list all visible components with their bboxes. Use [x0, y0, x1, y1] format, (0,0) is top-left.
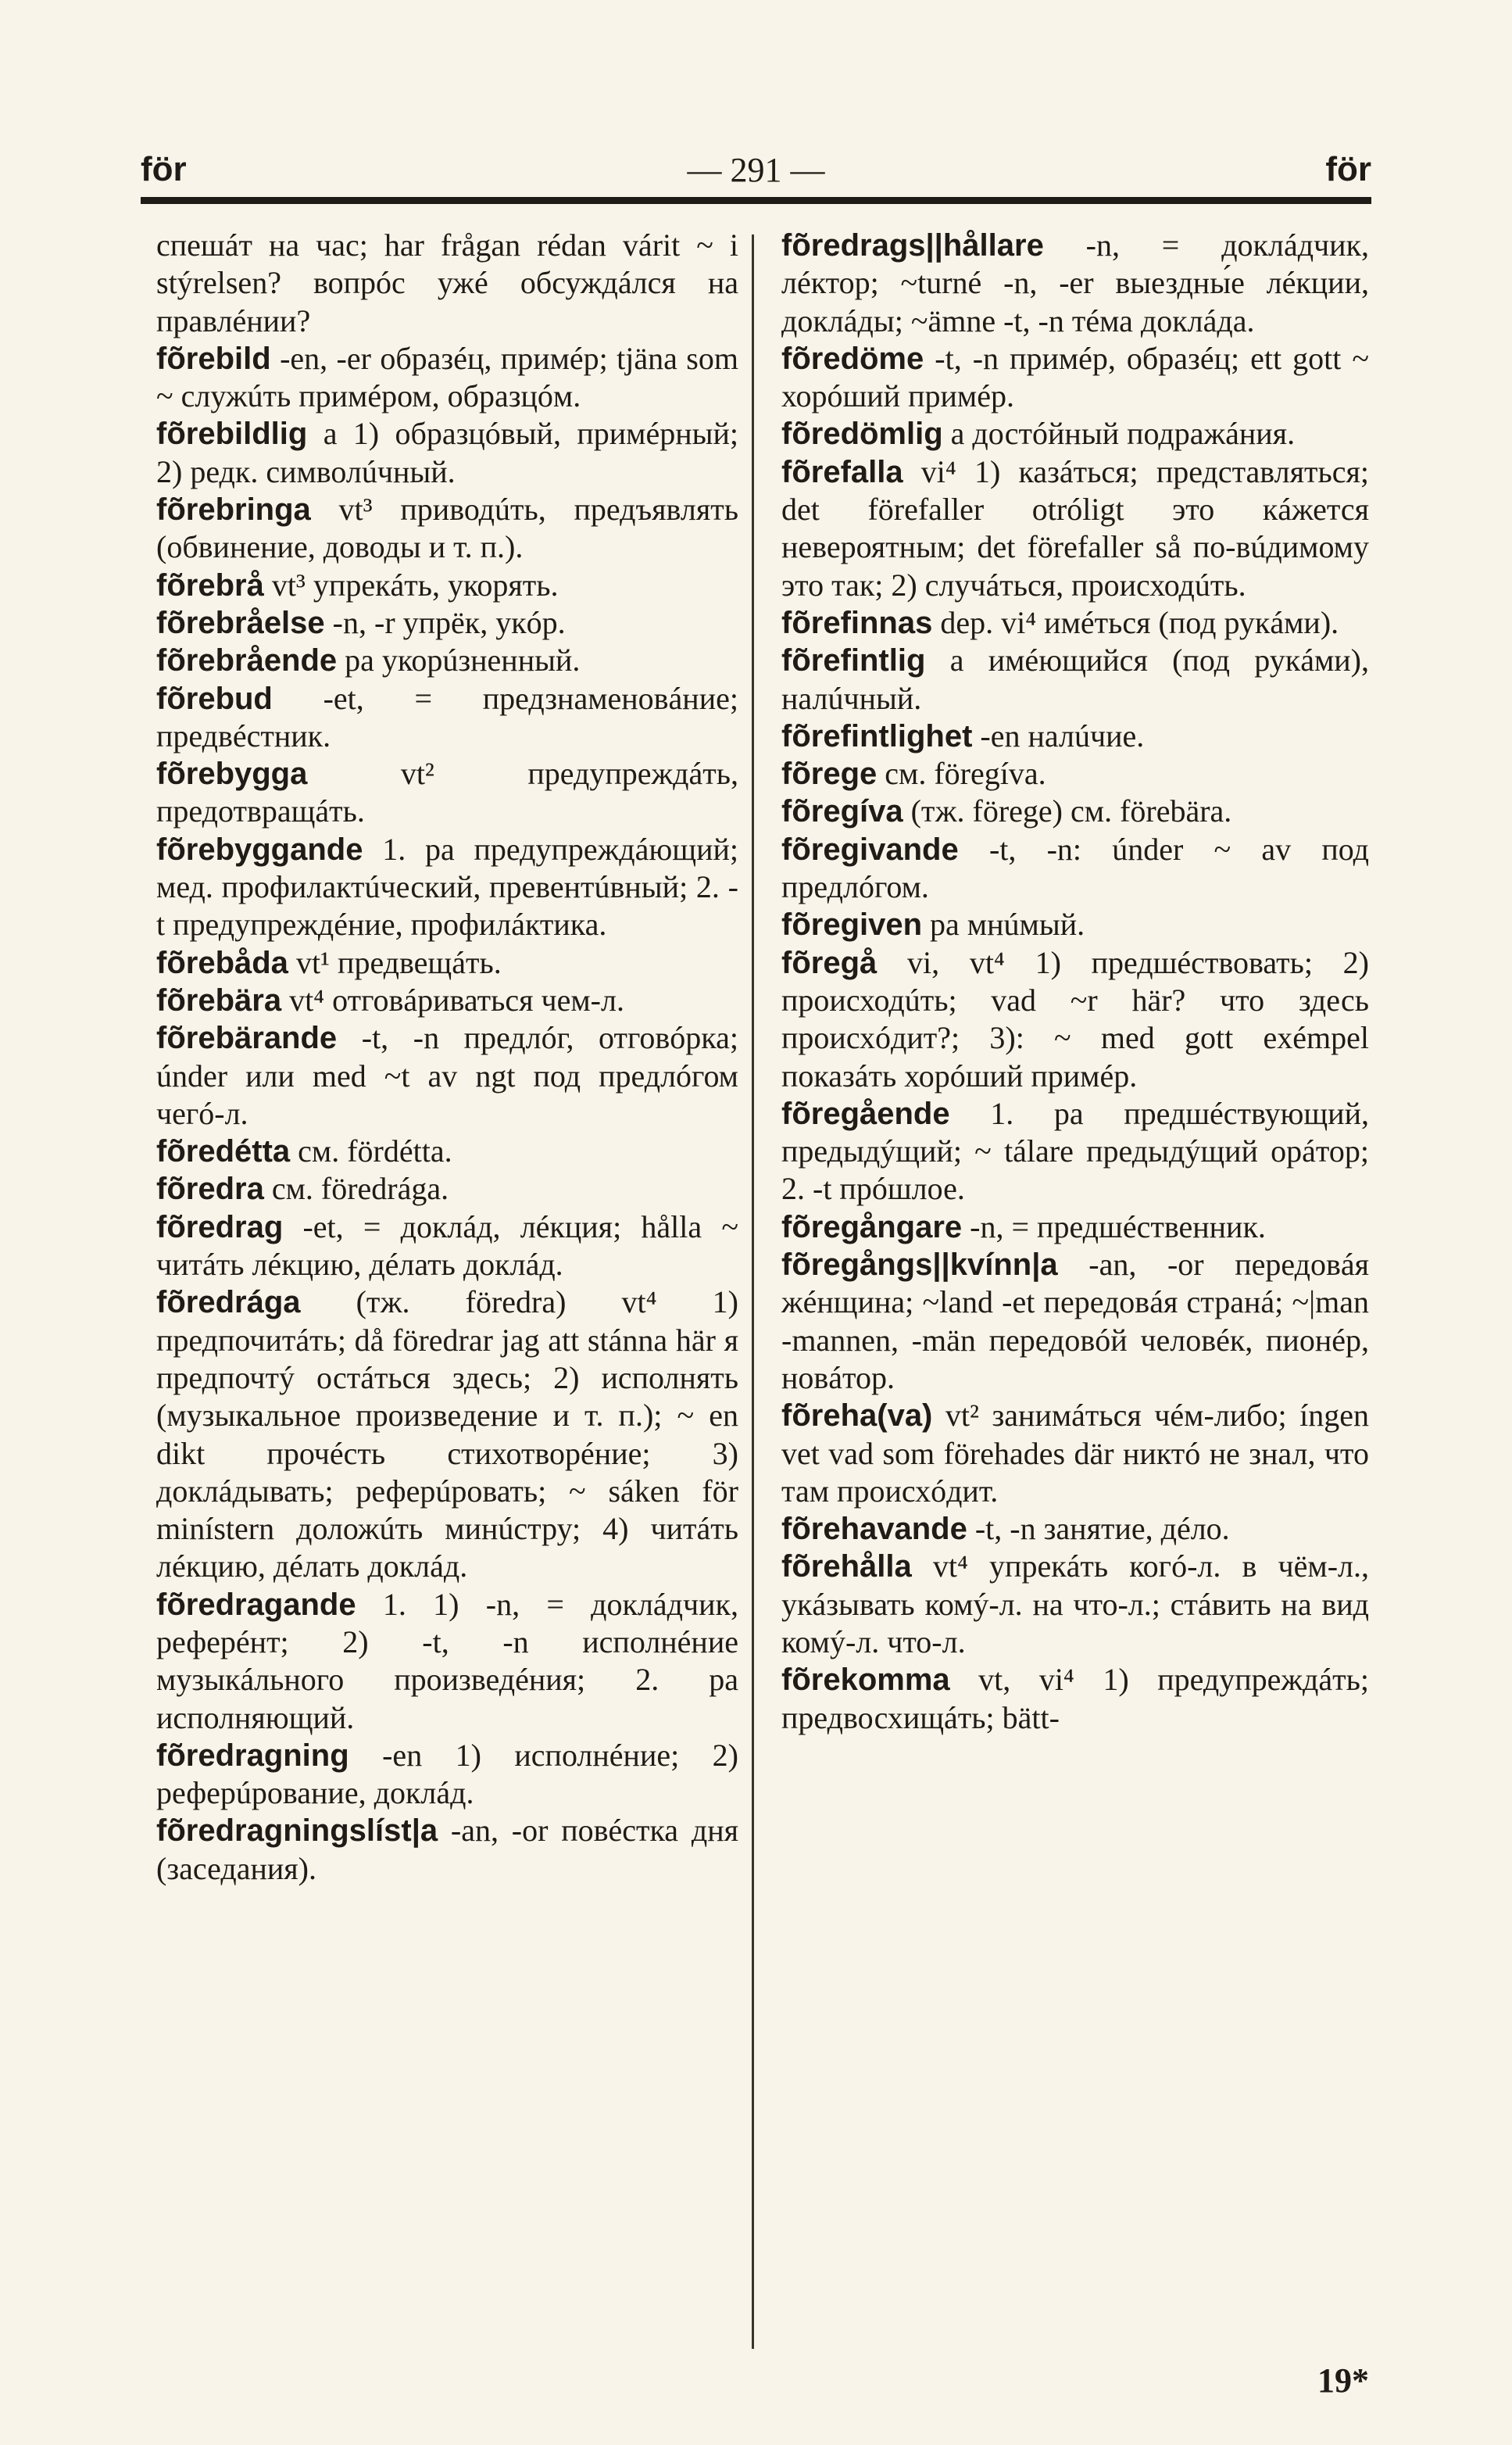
entry-headword: fõrebyggande — [156, 832, 363, 867]
entry-headword: fõrehålla — [781, 1549, 912, 1584]
entry-definition: vt⁴ отговáриваться чем-л. — [281, 982, 624, 1018]
dictionary-entry — [156, 642, 738, 679]
entry-headword: fõrefintlighet — [781, 718, 973, 754]
entry-definition: -en налúчие. — [972, 718, 1145, 754]
page-number: — 291 — — [687, 151, 825, 189]
entry-definition: -t, -n примéр, образéц; ett gott ~ хорóший примéр. — [781, 340, 1369, 414]
entry-definition: -en 1) исполнéние; 2) реферúрование, доклáд. — [156, 1737, 738, 1811]
entry-headword: fõrebära — [156, 983, 282, 1018]
entry-definition: -et, = предзнаменовáние; предвéстник. — [156, 680, 738, 754]
page-header — [141, 150, 1371, 197]
dictionary-entry — [156, 1133, 738, 1170]
dictionary-entry — [156, 1208, 738, 1284]
entry-headword: fõredétta — [156, 1134, 291, 1169]
entry-headword: fõrebåda — [156, 945, 288, 980]
dictionary-entry — [156, 944, 738, 982]
entry-definition: см. föregíva. — [877, 756, 1046, 792]
entry-definition: vt² предупреждáть, предотвращáть. — [156, 756, 738, 829]
entry-definition: -n, = доклáдчик, лéктор; ~turné -n, -er выездны́е лéкции, доклáды; ~ämne -t, -n тéма доклáда. — [781, 227, 1369, 338]
right-column — [781, 227, 1369, 1737]
entry-definition: pa мнúмый. — [922, 907, 1085, 943]
header-rule — [141, 197, 1371, 204]
entry-definition: dep. vi⁴ имéться (под рукáми). — [932, 604, 1339, 640]
entry-headword: fõrekomma — [781, 1663, 950, 1698]
entry-headword: fõrebrå — [156, 567, 264, 603]
dictionary-entry — [781, 793, 1369, 830]
entry-definition: 1. 1) -n, = доклáдчик, реферéнт; 2) -t, -n исполнéние музыкáльного произведéния; 2. pa исполняющий. — [156, 1586, 738, 1735]
entry-definition: vt³ упрекáть, укорять. — [263, 567, 559, 603]
entry-definition: -t, -n: únder ~ av под предлóгом. — [781, 831, 1369, 905]
entry-headword: fõregíva — [781, 794, 903, 829]
entry-definition: vt⁴ упрекáть когó-л. в чём-л., укáзывать комý-л. на что-л.; стáвить на вид комý-л. что-л. — [781, 1548, 1369, 1659]
entry-headword: fõrebärande — [156, 1021, 338, 1056]
dictionary-entry — [156, 1737, 738, 1813]
entry-definition: -en, -er образéц, примéр; tjäna som ~ служúть примéром, образцóм. — [156, 340, 738, 414]
entry-definition: (тж. föredra) vt⁴ 1) предпочитáть; då föredrar jag att stánna här я предпочтý остáться здесь; 2) исполнять (музыкальное произведение и т. п.); ~ en dikt прочéсть стихотворéние; 3) доклáдывать; реферúровать; ~ sáken för minístern доложúть минúстру; 4) читáть лéкцию, дéлать доклáд. — [156, 1284, 738, 1584]
dictionary-entry — [781, 1246, 1369, 1397]
entry-definition: см. föredrága. — [263, 1171, 449, 1207]
dictionary-entry — [156, 1019, 738, 1133]
dictionary-entry — [156, 491, 738, 567]
entry-headword: fõrebrående — [156, 643, 338, 678]
dictionary-entry — [156, 1586, 738, 1737]
left-column — [156, 227, 738, 1888]
entry-definition: 1. pa предшéствующий, предыдýщий; ~ tálare предыдýщий орáтор; 2. -t прóшлое. — [781, 1095, 1369, 1207]
entry-headword: fõrefintlig — [781, 643, 926, 678]
entry-headword: fõrefalla — [781, 454, 903, 489]
dictionary-entry — [156, 982, 738, 1019]
dictionary-entry — [156, 680, 738, 756]
entry-headword: fõredrága — [156, 1285, 301, 1320]
dictionary-entry — [781, 415, 1369, 453]
dictionary-entry — [156, 567, 738, 604]
entry-headword: fõrehavande — [781, 1512, 967, 1547]
header-left-guideword: för — [141, 150, 187, 188]
entry-headword: fõredrag — [156, 1209, 284, 1244]
entry-definition: vt³ приводúть, предъявлять (обвинение, доводы и т. п.). — [156, 492, 738, 565]
dictionary-entry — [781, 1095, 1369, 1208]
entry-definition: a достóйный подражáния. — [942, 416, 1296, 452]
entry-definition: -t, -n предлóг, отговóрка; únder или med ~t av ngt под предлóгом чегó-л. — [156, 1020, 738, 1131]
dictionary-entry — [156, 755, 738, 831]
entry-definition: vi⁴ 1) казáться; представляться; det förefaller otróligt это кáжется невероятным; det förefaller så по-вúдимому это так; 2) случáться, происходúть. — [781, 453, 1369, 603]
entry-definition: vt¹ предвещáть. — [288, 944, 502, 980]
entry-definition: -an, -or повéстка дня (заседания). — [156, 1813, 738, 1886]
entry-definition: vt, vi⁴ 1) предупреждáть; предвосхищáть; bätt- — [781, 1662, 1369, 1735]
entry-headword: fõregångs||kvínn|a — [781, 1248, 1058, 1283]
header-right-guideword: för — [1325, 150, 1371, 188]
entry-headword: fõrebråelse — [156, 605, 325, 640]
entry-headword: fõredrags||hållare — [781, 228, 1044, 263]
entry-definition: -et, = доклáд, лéкция; hålla ~ читáть лéкцию, дéлать доклáд. — [156, 1208, 738, 1283]
entry-headword: fõrebud — [156, 681, 273, 716]
dictionary-entry — [781, 453, 1369, 604]
signature-mark: 19* — [1317, 2361, 1369, 2400]
entry-headword: fõrebild — [156, 341, 271, 376]
entry-headword: fõredömlig — [781, 417, 943, 452]
dictionary-entry — [156, 1812, 738, 1888]
entry-headword: fõregående — [781, 1096, 950, 1131]
dictionary-entry — [781, 340, 1369, 416]
dictionary-entry — [781, 642, 1369, 718]
entry-headword: fõredra — [156, 1172, 264, 1207]
dictionary-entry — [156, 415, 738, 491]
dictionary-entry — [781, 906, 1369, 943]
dictionary-entry — [781, 1548, 1369, 1661]
dictionary-entry — [156, 227, 738, 340]
column-divider — [752, 234, 754, 2349]
entry-definition: a имéющийся (под рукáми), налúчный. — [781, 643, 1369, 716]
entry-definition: -n, = предшéственник. — [962, 1208, 1266, 1244]
dictionary-entry — [781, 227, 1369, 340]
entry-headword: fõreha(va) — [781, 1398, 933, 1434]
dictionary-entry — [781, 944, 1369, 1095]
entry-definition: 1. pa предупреждáющий; мед. профилактúческий, превентúвный; 2. -t предупреждéние, профилáктика. — [156, 831, 738, 943]
entry-headword: fõrege — [781, 757, 878, 792]
entry-headword: fõredragningslíst|a — [156, 1813, 438, 1849]
entry-definition: (тж. förege) см. förebära. — [903, 793, 1232, 829]
dictionary-entry — [156, 1283, 738, 1585]
dictionary-entry — [781, 1510, 1369, 1548]
entry-headword: fõredöme — [781, 341, 924, 376]
entry-definition: -n, -r упрёк, укóр. — [324, 604, 566, 640]
dictionary-entry — [156, 604, 738, 642]
entry-definition: pa укорúзненный. — [337, 643, 581, 678]
dictionary-entry — [156, 1170, 738, 1208]
dictionary-entry — [781, 1397, 1369, 1510]
entry-definition: a 1) образцóвый, примéрный; 2) редк. символúчный. — [156, 416, 738, 489]
entry-headword: fõredragande — [156, 1587, 356, 1622]
dictionary-entry — [781, 755, 1369, 793]
entry-headword: fõregiven — [781, 907, 923, 943]
entry-headword: fõrefinnas — [781, 605, 933, 640]
entry-headword: fõregivande — [781, 832, 959, 867]
entry-headword: fõrebringa — [156, 492, 311, 528]
entry-definition: vi, vt⁴ 1) предшéствовать; 2) происходúть; vad ~r här? что здесь происхóдит?; 3): ~ med gott exémpel показáть хорóший примéр. — [781, 944, 1369, 1094]
entry-definition: vt² занимáться чéм-либо; íngen vet vad som förehades där никтó не знал, что там происхóдит. — [781, 1398, 1369, 1509]
dictionary-entry — [781, 1208, 1369, 1246]
dictionary-entry — [781, 718, 1369, 755]
dictionary-entry — [156, 340, 738, 416]
entry-definition: спешáт на час; har frågan rédan várit ~ i stýrelsen? вопрóс ужé обсуждáлся на правлéнии? — [156, 227, 738, 338]
entry-headword: fõregå — [781, 945, 878, 980]
entry-headword: fõrebildlig — [156, 417, 308, 452]
entry-headword: fõregångare — [781, 1209, 963, 1244]
entry-headword: fõrebygga — [156, 757, 308, 792]
entry-definition: см. fördétta. — [290, 1133, 452, 1169]
entry-definition: -t, -n занятие, дéло. — [967, 1511, 1230, 1547]
entry-headword: fõredragning — [156, 1738, 349, 1773]
entry-definition: -an, -or передовáя жéнщина; ~land -et передовáя странá; ~|man -mannen, -män передовóй человéк, пионéр, новáтор. — [781, 1247, 1369, 1395]
dictionary-entry — [781, 1661, 1369, 1737]
dictionary-entry — [781, 604, 1369, 642]
dictionary-entry — [156, 831, 738, 944]
dictionary-entry — [781, 831, 1369, 907]
